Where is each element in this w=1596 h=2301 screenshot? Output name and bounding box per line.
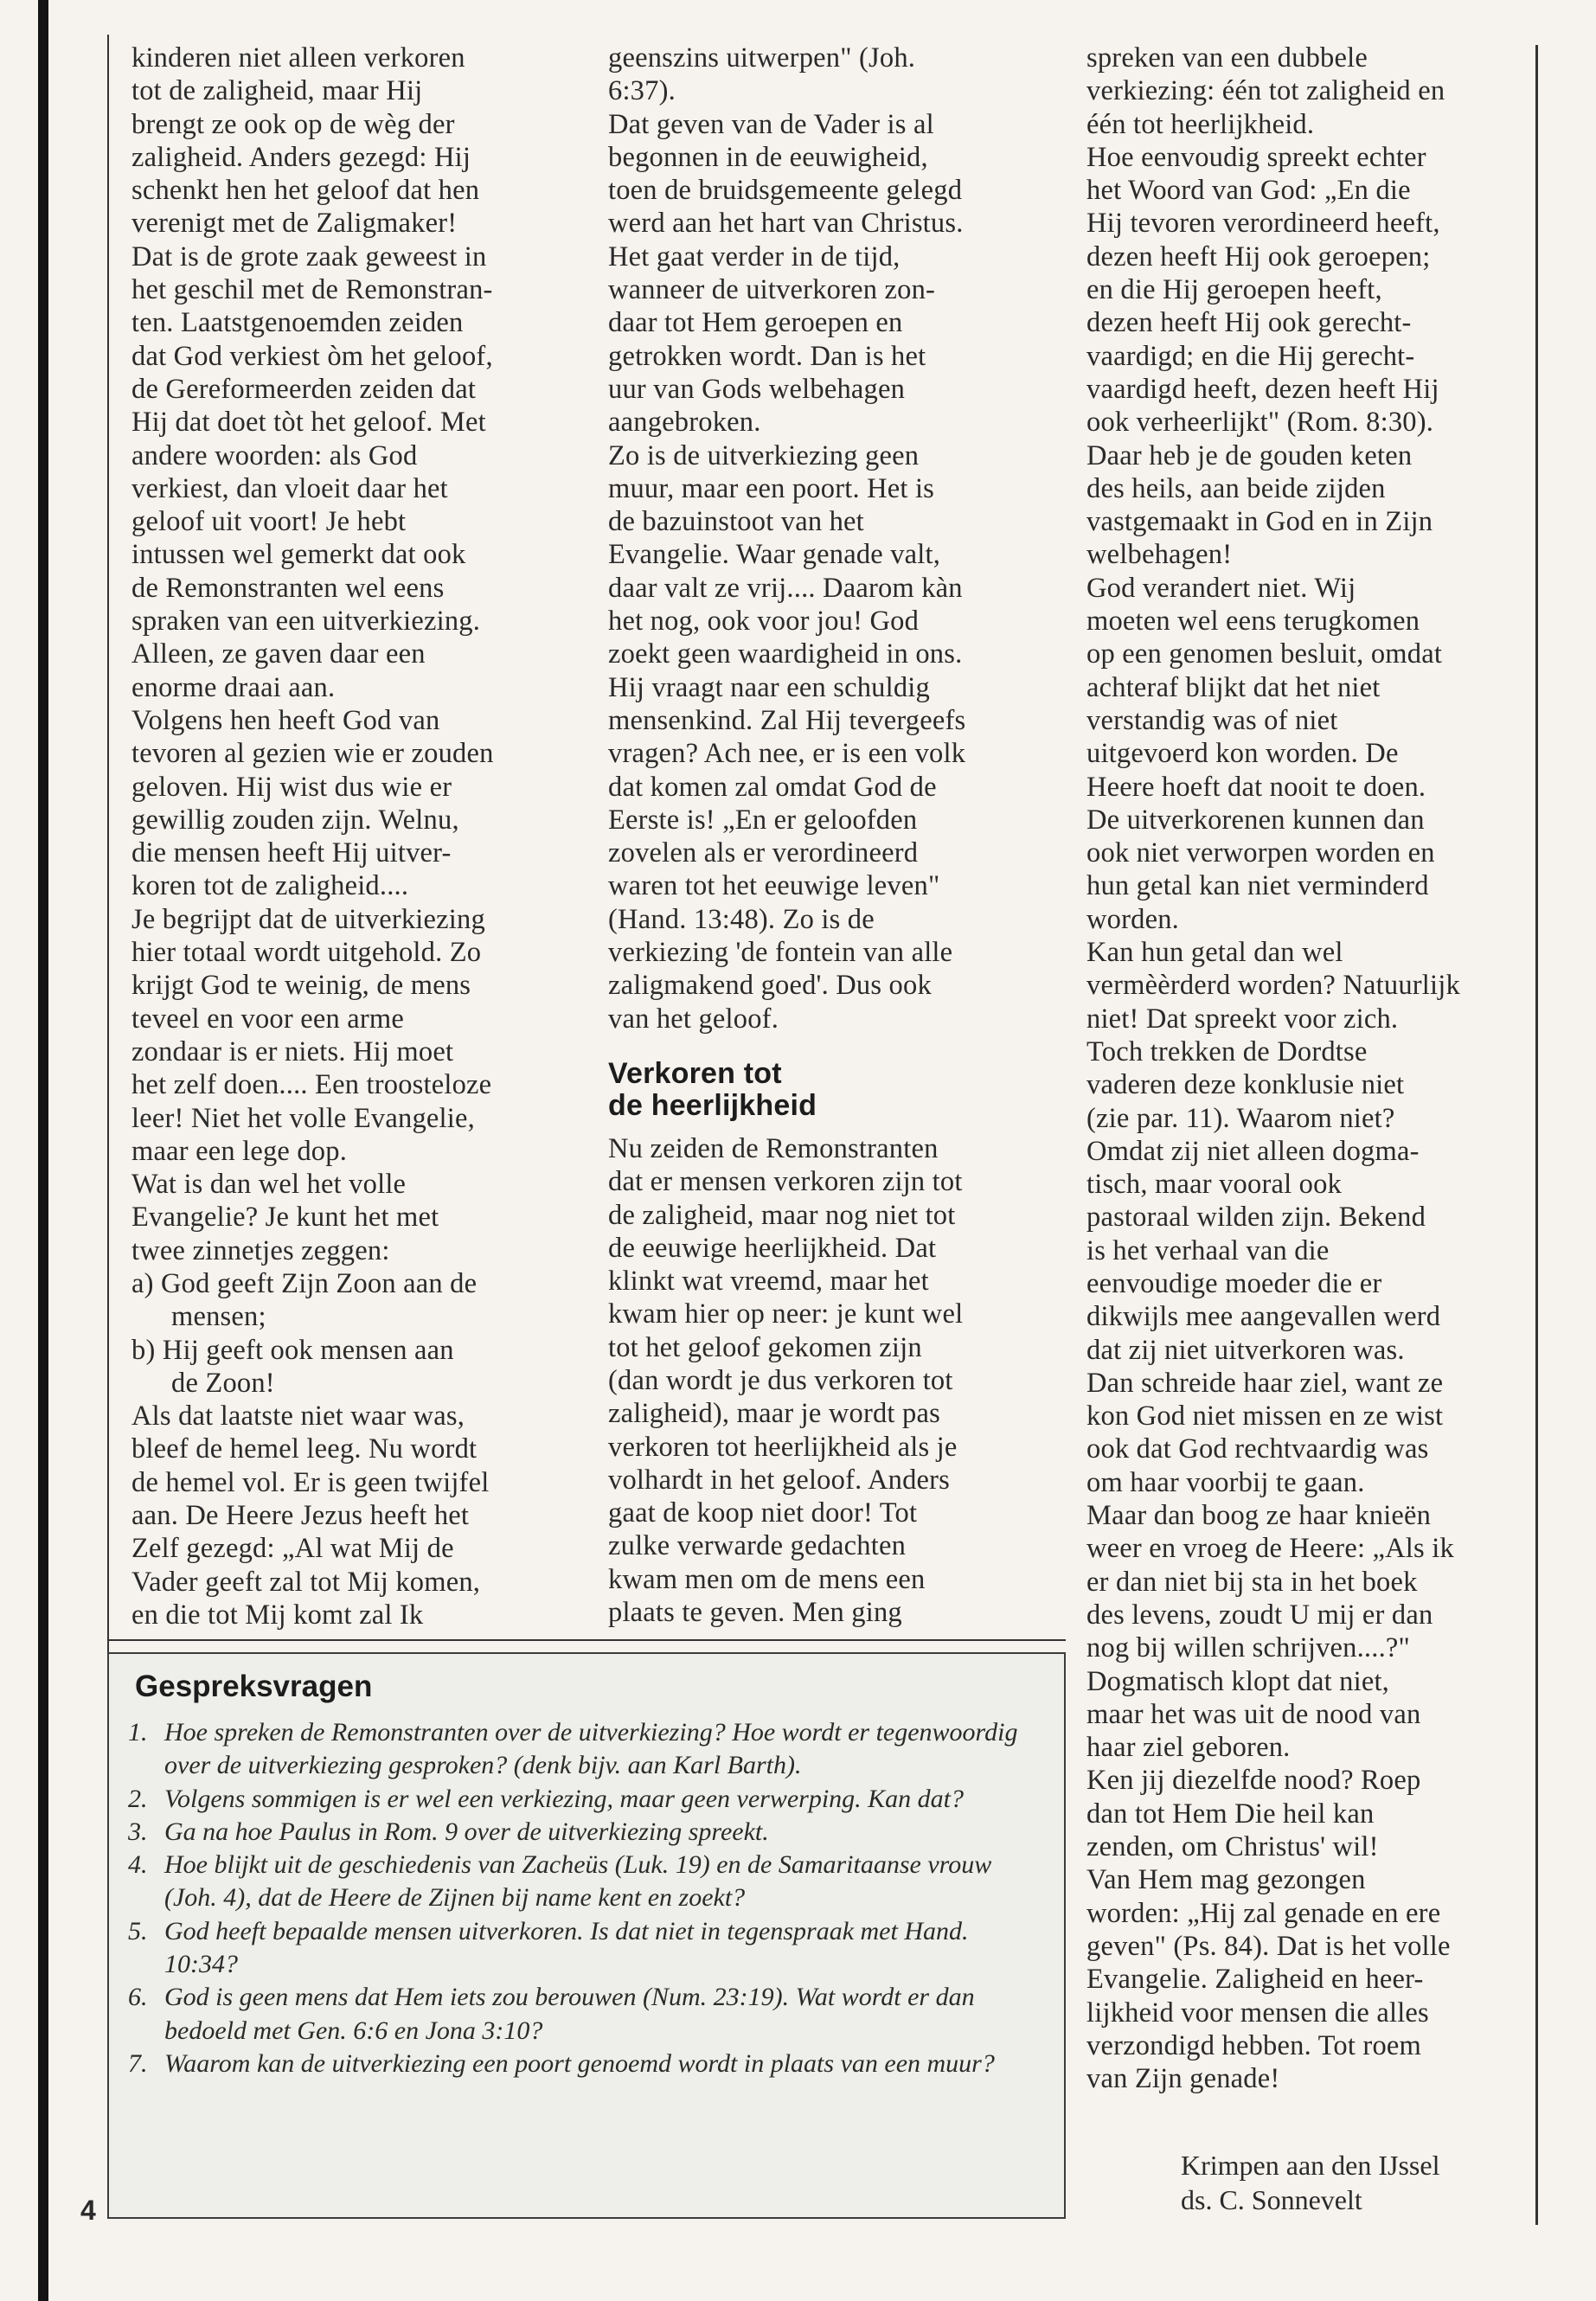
question-number: 7.: [128, 2048, 148, 2078]
question-item: [128, 1816, 1045, 1849]
page-number: 4: [80, 2195, 96, 2226]
box-top-rule: [107, 1639, 1066, 1641]
paragraph: Zo is de uitverkiezing geen muur, maar een poort. Het is de bazuinstoot van het Evangelie. Waar genade valt, daar valt ze vrij.... Daarom kàn het nog, ook voor jou! God zoekt geen waardigheid in ons. Hij vraagt naar een schuldig mensenkind. Zal Hij tevergeefs vragen? Ach nee, er is een volk dat komen zal omdat God de Eerste is! „En er geloofden zovelen als er verordineerd waren tot het eeuwige leven" (Hand. 13:48). Zo is de verkiezing 'de fontein van alle zaligmakend goed'. Dus ook van het geloof.: [608, 439, 966, 1035]
page-edge-bar: [38, 0, 48, 2301]
questions-title: Gespreksvragen: [135, 1670, 373, 1703]
question-text: God is geen mens dat Hem iets zou berouwen (Num. 23:19). Wat wordt er dan bedoeld met Gen. 6:6 en Jona 3:10?: [164, 1983, 975, 2045]
question-text: Ga na hoe Paulus in Rom. 9 over de uitverkiezing spreekt.: [164, 1817, 769, 1846]
list-item-a: a) God geeft Zijn Zoon aan de mensen;: [131, 1267, 478, 1333]
question-text: Waarom kan de uitverkiezing een poort genoemd wordt in plaats van een muur?: [164, 2048, 995, 2078]
question-item: [128, 1716, 1045, 1783]
paragraph: Hoe eenvoudig spreekt echter het Woord van God: „En die Hij tevoren verordineerd heeft, dezen heeft Hij ook geroepen; en die Hij geroepen heeft, dezen heeft Hij ook gerecht- vaardigd; en die Hij gerecht- vaardigd heeft, dezen heeft Hij ook verheerlijkt" (Rom. 8:30). Daar heb je de gouden keten des heils, aan beide zijden vastgemaakt in God en in Zijn welbehagen!: [1086, 141, 1440, 571]
question-number: 6.: [128, 1983, 148, 2012]
question-item: [128, 1849, 1045, 1915]
list-item-b: b) Hij geeft ook mensen aan de Zoon!: [131, 1334, 454, 1399]
paragraph: geenszins uitwerpen" (Joh. 6:37).: [608, 42, 916, 107]
paragraph: Dat geven van de Vader is al begonnen in de eeuwigheid, toen de bruidsgemeente gelegd werd aan het hart van Christus. Het gaat verder in de tijd, wanneer de uitverkoren zon- daar tot Hem geroepen en getrokken wordt. Dan is het uur van Gods welbehagen aangebroken.: [608, 108, 964, 439]
question-text: God heeft bepaalde mensen uitverkoren. Is dat niet in tegenspraak met Hand. 10:34?: [164, 1916, 969, 1979]
section-heading: Verkoren tot de heerlijkheid: [608, 1056, 817, 1122]
paragraph: Nu zeiden de Remonstranten dat er mensen verkoren zijn tot de zaligheid, maar nog niet tot de eeuwige heerlijkheid. Dat klinkt wat vreemd, maar het kwam hier op neer: je kunt wel tot het geloof gekomen zijn (dan wordt je dus verkoren tot zaligheid), maar je wordt pas verkoren tot heerlijkheid als je volhardt in het geloof. Anders gaat de koop niet door! Tot zulke verwarde gedachten kwam men om de mens een plaats te geven. Men ging: [608, 1132, 964, 1629]
question-text: Hoe blijkt uit de geschiedenis van Zacheüs (Luk. 19) en de Samaritaanse vrouw (Joh. 4), dat de Heere de Zijnen bij name kent en zoekt?: [164, 1850, 992, 1913]
paragraph: Dat is de grote zaak geweest in het geschil met de Remonstran- ten. Laatstgenoemden zeiden dat God verkiest òm het geloof, de Gereformeerden zeiden dat Hij dat doet tòt het geloof. Met andere woorden: als God verkiest, dan vloeit daar het geloof uit voort! Je hebt intussen wel gemerkt dat ook de Remonstranten wel eens spraken van een uitverkiezing. Alleen, ze gaven daar een enorme draai aan.: [131, 240, 493, 703]
article-column-1: [131, 42, 573, 1631]
question-number: 3.: [128, 1817, 148, 1846]
author-location: Krimpen aan den IJssel: [1181, 2150, 1440, 2181]
paragraph: Maar dan boog ze haar knieën weer en vroeg de Heere: „Als ik er dan niet bij sta in het boek des levens, zoudt U mij er dan nog bij willen schrijven....?" Dogmatisch klopt dat niet, maar het was uit de nood van haar ziel geboren.: [1086, 1500, 1454, 1764]
paragraph: Volgens hen heeft God van tevoren al gezien wie er zouden geloven. Hij wist dus wie er gewillig zouden zijn. Welnu, die mensen heeft Hij uitver- koren tot de zaligheid....: [131, 704, 494, 902]
paragraph: kinderen niet alleen verkoren tot de zaligheid, maar Hij brengt ze ook op de wèg der zaligheid. Anders gezegd: Hij schenkt hen het geloof dat hen verenigt met de Zaligmaker!: [131, 42, 480, 240]
article-column-2: [608, 42, 1075, 1629]
question-item: [128, 2048, 1045, 2080]
paragraph: God verandert niet. Wij moeten wel eens terugkomen op een genomen besluit, omdat achteraf blijkt dat het niet verstandig was of niet uitgevoerd kon worden. De Heere hoeft dat nooit te doen. De uitverkorenen kunnen dan ook niet verworpen worden en hun getal kan niet verminderd worden.: [1086, 572, 1443, 935]
paragraph: Als dat laatste niet waar was, bleef de hemel leeg. Nu wordt de hemel vol. Er is geen twijfel aan. De Heere Jezus heeft het Zelf gezegd: „Al wat Mij de Vader geeft zal tot Mij komen, en die tot Mij komt zal Ik: [131, 1400, 490, 1631]
question-number: 1.: [128, 1718, 148, 1747]
question-item: [128, 1981, 1045, 2048]
question-item: [128, 1915, 1045, 1982]
question-number: 5.: [128, 1916, 148, 1945]
question-item: [128, 1783, 1045, 1816]
paragraph: Kan hun getal dan wel vermèèrderd worden? Natuurlijk niet! Dat spreekt voor zich. Toch trekken de Dordtse vaderen deze konklusie niet (zie par. 11). Waarom niet? Omdat zij niet alleen dogma- tisch, maar vooral ook pastoraal wilden zijn. Bekend is het verhaal van die eenvoudige moeder die er dikwijls mee aangevallen werd dat zij niet uitverkoren was. Dan schreide haar ziel, want ze kon God niet missen en ze wist ook dat God rechtvaardig was om haar voorbij te gaan.: [1086, 937, 1460, 1498]
column-rule-left: [107, 35, 109, 1654]
question-text: Hoe spreken de Remonstranten over de uitverkiezing? Hoe wordt er tegenwoordig over de uitverkiezing gesproken? (denk bijv. aan Karl Barth).: [164, 1718, 1018, 1780]
question-text: Volgens sommigen is er wel een verkiezing, maar geen verwerping. Kan dat?: [164, 1784, 965, 1813]
paragraph: Je begrijpt dat de uitverkiezing hier totaal wordt uitgehold. Zo krijgt God te weinig, de mens teveel en voor een arme zondaar is er niets. Hij moet het zelf doen.... Een troosteloze leer! Niet het volle Evangelie, maar een lege dop.: [131, 903, 492, 1167]
author-name: ds. C. Sonnevelt: [1181, 2184, 1362, 2215]
question-number: 2.: [128, 1784, 148, 1813]
question-number: 4.: [128, 1850, 148, 1880]
paragraph: Ken jij diezelfde nood? Roep dan tot Hem Die heil kan zenden, om Christus' wil! Van Hem mag gezongen worden: „Hij zal genade en ere geven" (Ps. 84). Dat is het volle Evangelie. Zaligheid en heer- lijkheid voor mensen die alles verzondigd hebben. Tot roem van Zijn genade!: [1086, 1765, 1451, 2095]
discussion-questions-box: [107, 1652, 1066, 2219]
questions-list: [128, 1716, 1045, 2080]
paragraph: Wat is dan wel het volle Evangelie? Je kunt het met twee zinnetjes zeggen:: [131, 1169, 439, 1266]
author-signoff: [1181, 2148, 1439, 2217]
paragraph: spreken van een dubbele verkiezing: één tot zaligheid en één tot heerlijkheid.: [1086, 42, 1445, 140]
article-column-3: [1086, 42, 1536, 2095]
